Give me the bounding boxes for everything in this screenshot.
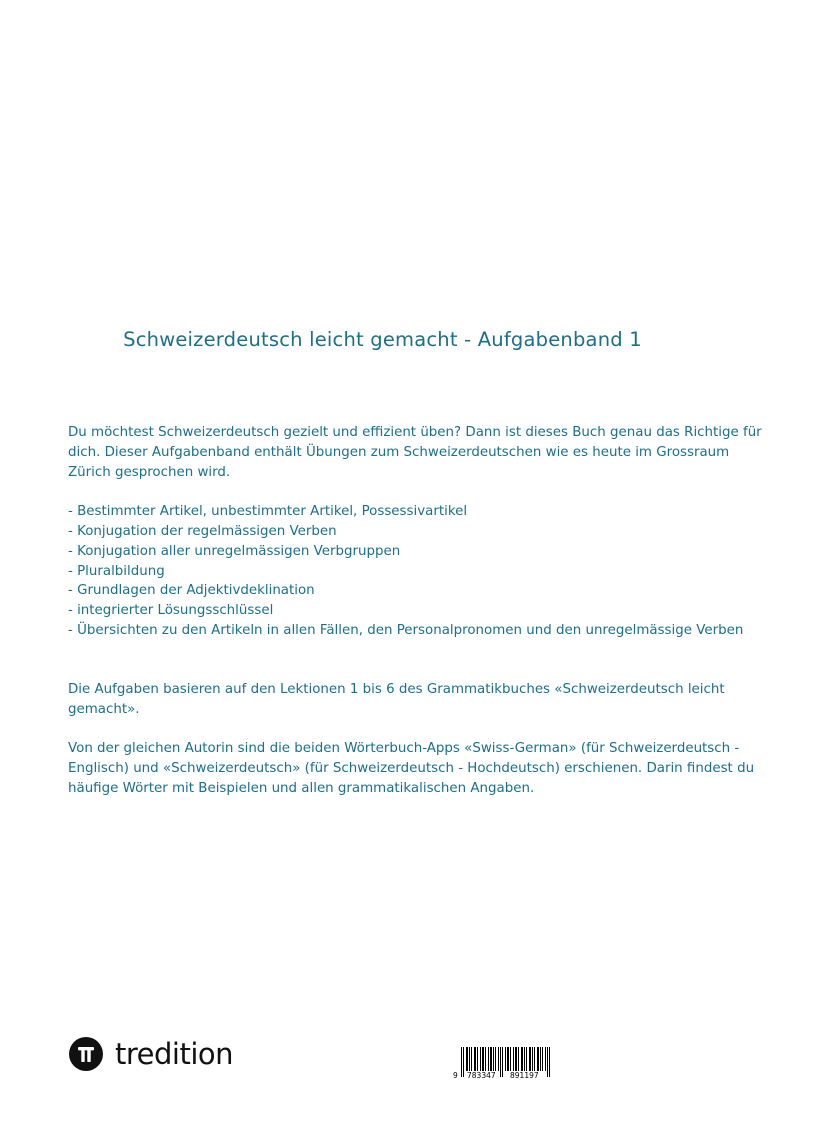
publisher-name: tredition <box>115 1037 234 1071</box>
book-title: Schweizerdeutsch leicht gemacht - Aufgabenband 1 <box>123 328 642 351</box>
tredition-logo-icon <box>69 1037 103 1071</box>
list-item: - Pluralbildung <box>68 563 165 579</box>
intro-paragraph: Du möchtest Schweizerdeutsch gezielt und effizient üben? Dann ist dieses Buch genau das Richtige für dich. Dieser Aufgabenband enthält Übungen zum Schweizerdeutschen wie es heute im Grossraum Zürich gesprochen wird. <box>68 425 762 480</box>
isbn-barcode <box>452 1047 558 1081</box>
list-item: - integrierter Lösungsschlüssel <box>68 603 274 619</box>
feature-list <box>68 502 768 641</box>
barcode-digits-left: 783347 <box>467 1071 496 1080</box>
based-on-paragraph: Die Aufgaben basieren auf den Lektionen 1 bis 6 des Grammatikbuches «Schweizerdeutsch leicht gemacht». <box>68 681 725 717</box>
back-cover-text <box>68 423 768 799</box>
list-item: - Konjugation aller unregelmässigen Verbgruppen <box>68 543 401 559</box>
apps-paragraph: Von der gleichen Autorin sind die beiden Wörterbuch-Apps «Swiss-German» (für Schweizerdeutsch - Englisch) und «Schweizerdeutsch» (für Schweizerdeutsch - Hochdeutsch) erschienen. Darin findest du häufige Wörter mit Beispielen und allen grammatikalischen Angaben. <box>68 741 755 796</box>
barcode-digit-first: 9 <box>453 1071 458 1080</box>
barcode-digits-right: 891197 <box>510 1071 539 1080</box>
list-item: - Bestimmter Artikel, unbestimmter Artikel, Possessivartikel <box>68 504 468 520</box>
publisher-logo <box>69 1036 233 1072</box>
list-item: - Konjugation der regelmässigen Verben <box>68 523 337 539</box>
list-item: - Grundlagen der Adjektivdeklination <box>68 583 315 599</box>
list-item: - Übersichten zu den Artikeln in allen Fällen, den Personalpronomen und den unregelmässige Verben <box>68 622 744 638</box>
